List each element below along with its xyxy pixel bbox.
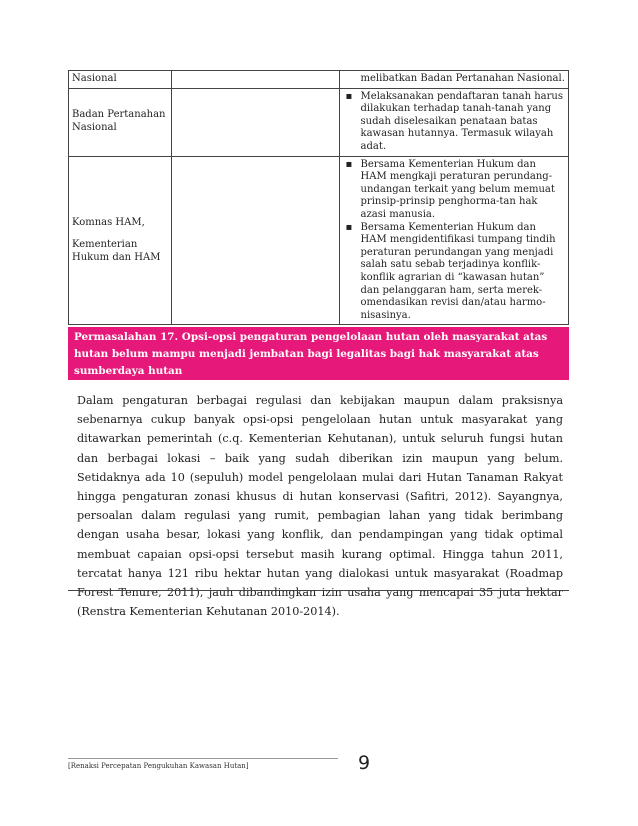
- action-list: [343, 159, 565, 323]
- footer-title: [Renaksi Percepatan Pengukuhan Kawasan Hutan]: [68, 762, 249, 770]
- table-cell-institution: Badan Pertanahan Nasional: [69, 88, 172, 156]
- action-list: [343, 91, 565, 154]
- action-continuation: melibatkan Badan Pertanahan Nasional.: [360, 73, 565, 84]
- table-cell-actions: [339, 88, 568, 156]
- action-bullet: ▪ Bersama Kementerian Hukum dan HAM mengidentifikasi tumpang tindih peraturan perundangan yang menjadi salah satu sebab terjadinya konflik-konflik agrarian di “kawasan hutan” dan pelanggaran ham, serta merek-omendasikan revisi dan/atau harmo-nisasinya.: [361, 222, 565, 323]
- table-cell-empty: [172, 88, 339, 156]
- institution-name: Kementerian Hukum dan HAM: [72, 239, 161, 263]
- table-cell-institution: Nasional: [69, 71, 172, 89]
- policy-table: [68, 70, 569, 325]
- table-cell-empty: [172, 71, 339, 89]
- issue-heading-banner: Permasalahan 17. Opsi-opsi pengaturan pengelolaan hutan oleh masyarakat atas hutan belum mampu menjadi jembatan bagi legalitas bagi hak masyarakat atas sumberdaya hutan: [68, 327, 569, 380]
- table-cell-actions: [339, 156, 568, 325]
- table-row: [69, 88, 569, 156]
- table-cell-empty: [172, 156, 339, 325]
- table-row: [69, 156, 569, 325]
- action-bullet: ▪ Bersama Kementerian Hukum dan HAM mengkaji peraturan perundang-undangan terkait yang belum memuat prinsip-prinsip penghorma-tan hak azasi manusia.: [361, 159, 565, 222]
- footer-divider: [68, 758, 338, 759]
- table-cell-institution: [69, 156, 172, 325]
- body-paragraph: Dalam pengaturan berbagai regulasi dan kebijakan maupun dalam praksisnya sebenarnya cukup banyak opsi-opsi pengelolaan hutan untuk masyarakat yang ditawarkan pemerintah (c.q. Kementerian Kehutanan), untuk seluruh fungsi hutan dan berbagai lokasi – baik yang sudah diberikan izin maupun yang belum. Setidaknya ada 10 (sepuluh) model pengelolaan mulai dari Hutan Tanaman Rakyat hingga pengaturan zonasi khusus di hutan konservasi (Safitri, 2012). Sayangnya, persoalan dalam regulasi yang rumit, pembagian lahan yang tidak berimbang dengan usaha besar, lokasi yang konflik, dan pendampingan yang tidak optimal membuat capaian opsi-opsi tersebut masih kurang optimal. Hingga tahun 2011, tercatat hanya 121 ribu hektar hutan yang dialokasi untuk masyarakat (Roadmap Forest Tenure, 2011), jauh dibandingkan izin usaha yang mencapai 35 juta hektar (Renstra Kementerian Kehutanan 2010-2014).: [77, 394, 563, 619]
- table-row: [69, 71, 569, 89]
- section-divider: [68, 590, 569, 591]
- institution-name: Komnas HAM,: [72, 216, 145, 228]
- action-bullet: ▪ Melaksanakan pendaftaran tanah harus dilakukan terhadap tanah-tanah yang sudah diselesaikan penataan batas kawasan hutannya. Termasuk wilayah adat.: [361, 91, 565, 154]
- page-number: 9: [358, 752, 371, 774]
- table-cell-actions: [339, 71, 568, 89]
